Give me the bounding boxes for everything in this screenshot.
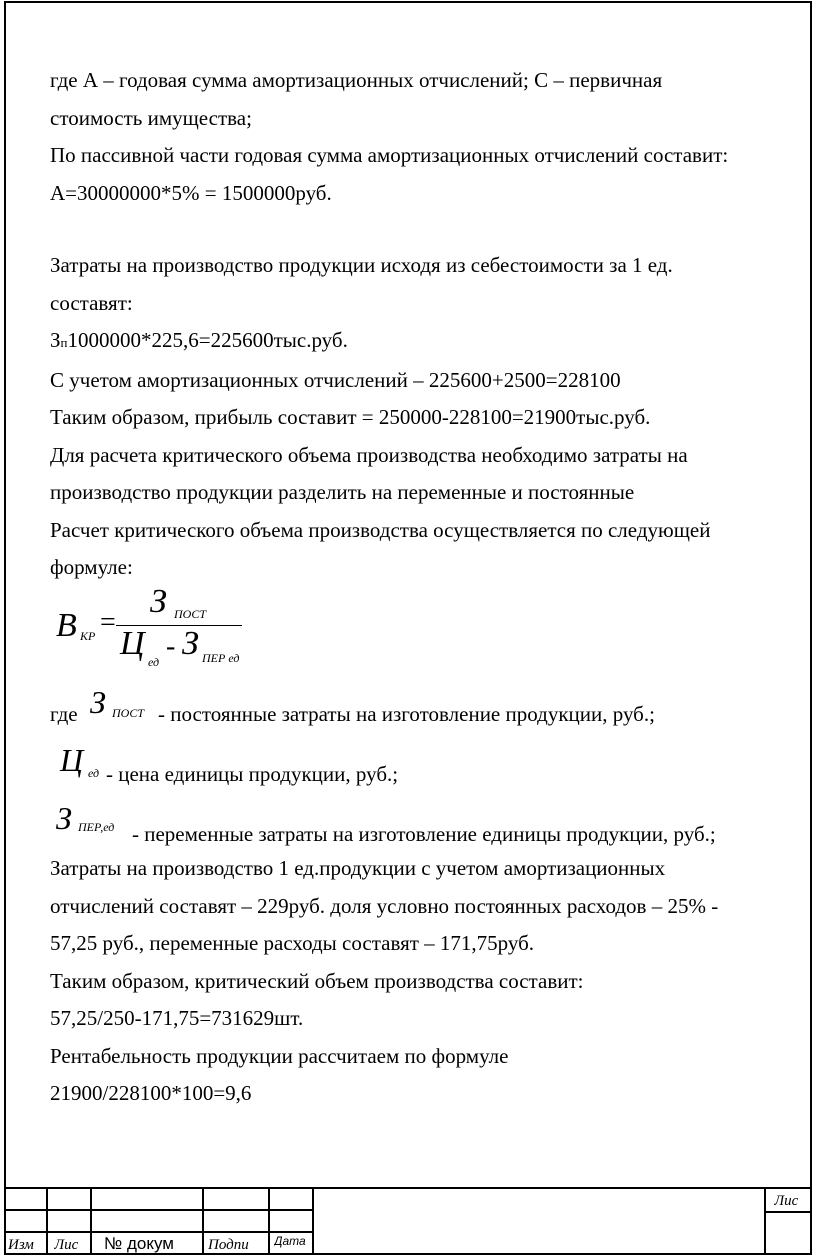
formula-equals: = [100, 607, 116, 638]
text-line: 21900/228100*100=9,6 [50, 1081, 252, 1105]
def-symbol: З [56, 800, 72, 836]
def-symbol: Ц [60, 742, 84, 778]
izm-label: Изм [8, 1237, 34, 1253]
definition-fixed-costs: где З ПОСТ - постоянные затраты на изготовление продукции, руб.; [50, 684, 655, 726]
text-line: 57,25/250-171,75=731629шт. [50, 1006, 304, 1030]
text-line: производство продукции разделить на переменные и постоянные [50, 480, 635, 504]
text-line: составят: [50, 290, 133, 315]
doc-number-label: № докум [104, 1234, 174, 1253]
definition-unit-price: Ц ед - цена единицы продукции, руб.; [60, 742, 399, 786]
formula-den-var: З [182, 625, 199, 662]
formula-den-price-sub: ед [148, 655, 160, 669]
title-block-col-line [312, 1187, 314, 1255]
text-line: А=30000000*5% = 1500000руб. [50, 180, 332, 205]
text-line: Рентабельность продукции рассчитаем по формуле [50, 1043, 509, 1068]
text-line: Таким образом, критический объем производства составит: [50, 968, 584, 993]
title-block-col-line [764, 1187, 766, 1255]
sheet-label: Лис [774, 1193, 799, 1209]
formula-den-var-sub: ПЕР ед [202, 651, 240, 665]
zp-line: Зп1000000*225,6=225600тыс.руб. [50, 328, 348, 352]
text-line: 57,25 руб., переменные расходы составят – 171,75руб. [50, 931, 535, 955]
title-block-col-line [90, 1187, 92, 1255]
title-block [4, 1187, 812, 1255]
text-line: Для расчета критического объема производства необходимо затраты на [50, 442, 688, 467]
title-block-top-border [4, 1187, 812, 1189]
title-block-col-line [46, 1187, 48, 1255]
formula-den-price: Ц [120, 625, 145, 662]
body-text-continued [50, 850, 790, 1113]
critical-volume-formula [56, 583, 266, 675]
text-line: По пассивной части годовая сумма амортизационных отчислений составит: [50, 143, 729, 167]
formula-lhs: В [56, 607, 77, 644]
text-line: формуле: [50, 555, 133, 579]
text-line: стоимость имущества; [50, 105, 252, 130]
text-line: Затраты на производство продукции исходя из себестоимости за 1 ед. [50, 253, 673, 277]
title-block-sheet-line [764, 1211, 812, 1213]
formula-numerator-sub: ПОСТ [174, 607, 207, 621]
formula-lhs-sub: КР [80, 629, 96, 643]
text-line: где А – годовая сумма амортизационных отчислений; С – первичная [50, 68, 663, 92]
title-block-col-line [268, 1187, 270, 1255]
title-block-col-line [202, 1187, 204, 1255]
def-symbol: З [90, 684, 106, 720]
text-line: Расчет критического объема производства осуществляется по следующей [50, 517, 711, 542]
formula-numerator: З [150, 583, 167, 620]
text-line: Затраты на производство 1 ед.продукции с учетом амортизационных [50, 856, 666, 880]
signature-label: Подпи [208, 1237, 249, 1253]
text-line: С учетом амортизационных отчислений – 225600+2500=228100 [50, 367, 621, 392]
text-line: отчислений составят – 229руб. доля условно постоянных расходов – 25% - [50, 893, 719, 918]
list-label: Лис [54, 1237, 79, 1253]
spacer [50, 212, 790, 247]
body-text [50, 62, 790, 587]
formula-minus: - [166, 631, 176, 662]
text-line: Таким образом, прибыль составит = 250000-228100=21900тыс.руб. [50, 405, 651, 429]
definition-variable-costs: З ПЕР,ед - переменные затраты на изготовление единицы продукции, руб.; [56, 800, 716, 846]
date-label: Дата [274, 1234, 306, 1248]
